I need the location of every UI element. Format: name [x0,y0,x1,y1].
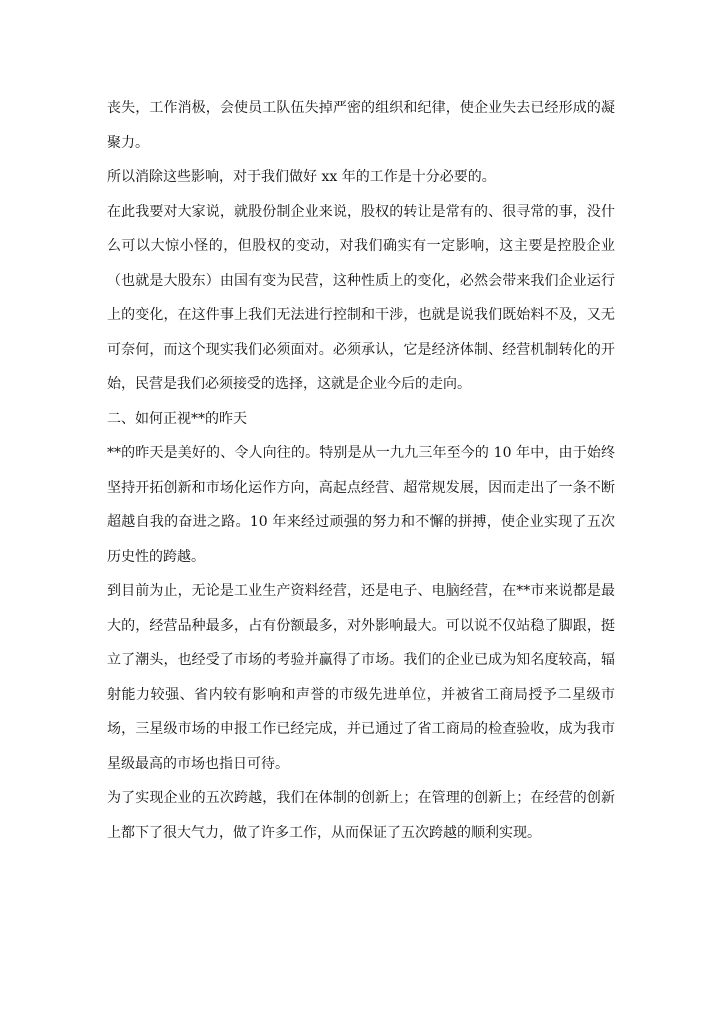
section-heading: 二、如何正视**的昨天 [107,410,247,427]
paragraph-1: 丧失，工作消极，会使员工队伍失掉严密的组织和纪律，使企业失去已经形成的凝聚力。 [107,100,615,151]
document-body [107,91,615,850]
paragraph-4: **的昨天是美好的、令人向往的。特别是从一九九三年至今的 10 年中，由于始终坚持开拓创新和市场化运作方向，高起点经营、超常规发展，因而走出了一条不断超越自我的奋进之路。10 年来经过顽强的努力和不懈的拼搏，使企业实现了五次历史性的跨越。 [107,445,615,565]
paragraph-5: 到目前为止，无论是工业生产资料经营，还是电子、电脑经营，在**市来说都是最大的，经营品种最多，占有份额最多，对外影响最大。可以说不仅站稳了脚跟，挺立了潮头，也经受了市场的考验并赢得了市场。我们的企业已成为知名度较高，辐射能力较强、省内较有影响和声誉的市级先进单位，并被省工商局授予二星级市场，三星级市场的申报工作已经完成，并已通过了省工商局的检查验收，成为我市星级最高的市场也指日可待。 [107,583,615,772]
paragraph-6: 为了实现企业的五次跨越，我们在体制的创新上；在管理的创新上；在经营的创新上都下了很大气力，做了许多工作，从而保证了五次跨越的顺利实现。 [107,790,615,841]
paragraph-2: 所以消除这些影响，对于我们做好 xx 年的工作是十分必要的。 [107,169,496,185]
paragraph-3: 在此我要对大家说，就股份制企业来说，股权的转让是常有的、很寻常的事，没什么可以大惊小怪的，但股权的变动，对我们确实有一定影响，这主要是控股企业（也就是大股东）由国有变为民营，这种性质上的变化，必然会带来我们企业运行上的变化，在这件事上我们无法进行控制和干涉，也就是说我们既始料不及，又无可奈何，而这个现实我们必须面对。必须承认，它是经济体制、经营机制转化的开始，民营是我们必须接受的选择，这就是企业今后的走向。 [107,203,615,392]
